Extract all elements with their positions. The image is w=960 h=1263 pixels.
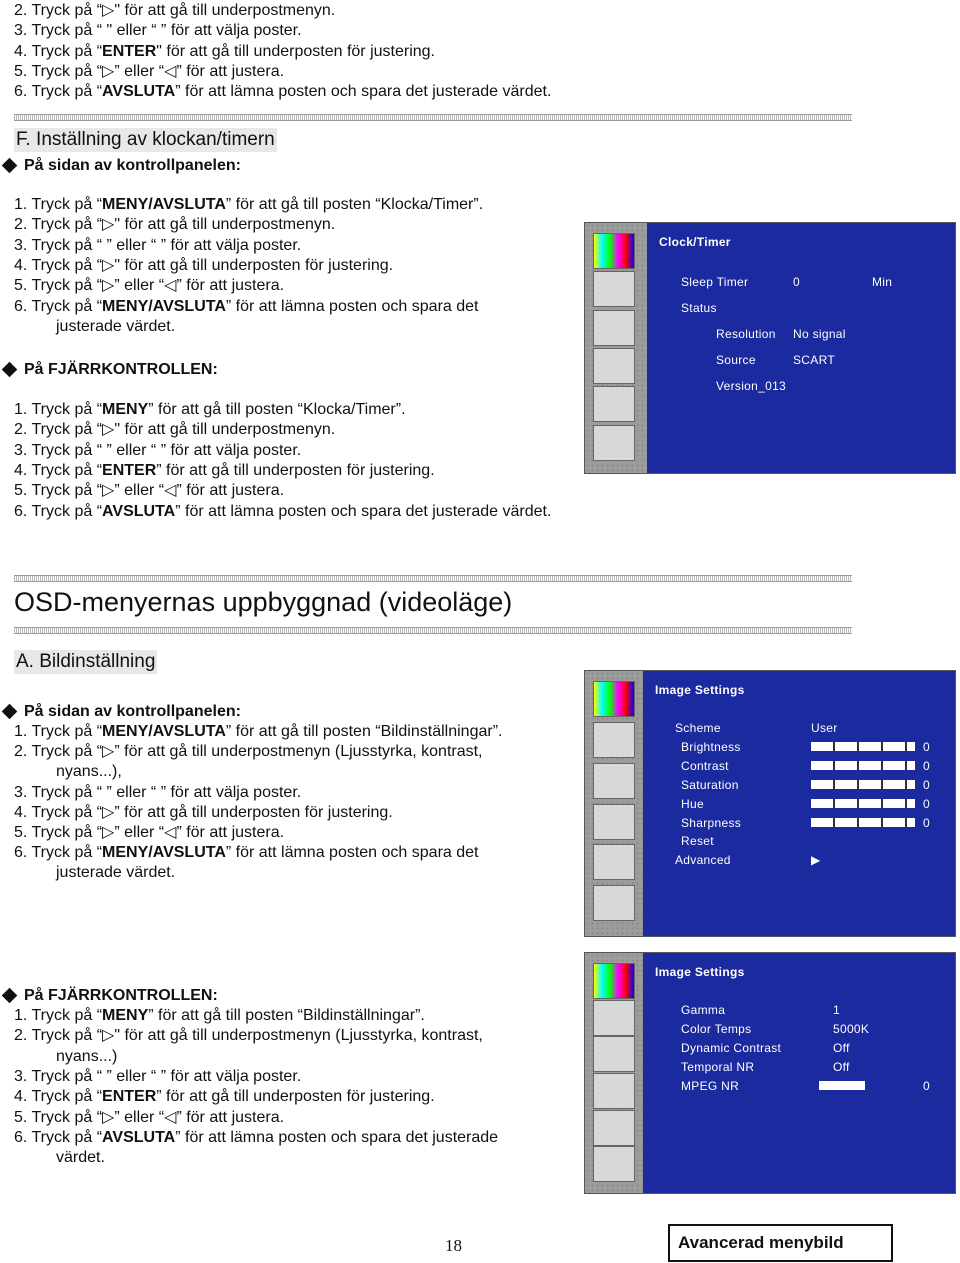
osd-row-value: No signal (793, 327, 846, 341)
osd-menu (643, 953, 955, 1193)
list-number: 1. (14, 196, 32, 213)
list-text: Tryck på “ (31, 461, 103, 479)
panel-heading (0, 702, 241, 722)
list-text: ” för att lämna posten och spara det (225, 844, 479, 862)
list-number: 6. (14, 297, 32, 315)
osd-slider-bar (811, 818, 915, 827)
pen-icon (593, 1110, 635, 1146)
pen-icon (593, 386, 635, 422)
right-triangle-icon: ▷ (102, 62, 115, 80)
section-f-remote-item (14, 502, 551, 522)
key-name: ENTER (102, 461, 157, 479)
list-number: 5. (14, 277, 32, 295)
list-text: ” för att lämna posten och spara det justerade värdet. (175, 83, 552, 101)
list-text: Tryck på “ (31, 1007, 103, 1024)
osd-row-label: Version_013 (716, 379, 787, 393)
tools-icon (593, 804, 635, 840)
list-number: 1. (14, 401, 32, 418)
section-f-panel-item (14, 215, 335, 235)
right-triangle-icon: ▷ (102, 421, 115, 439)
list-number: 6. (14, 1128, 32, 1146)
speaker-icon (593, 1036, 635, 1072)
osd-icon-sidebar (585, 953, 643, 1193)
list-text: Tryck på “ (31, 844, 103, 862)
osd-row-label: Sleep Timer (681, 275, 749, 289)
tv-test-pattern-icon (593, 681, 635, 717)
tv-test-pattern-icon (593, 963, 635, 999)
list-text: Tryck på “ ” eller “ ” för att välja poster. (31, 783, 302, 801)
section-a-heading: A. Bildinställning (16, 651, 156, 672)
right-triangle-icon: ▷ (102, 743, 115, 761)
list-text: Tryck på “ (31, 297, 103, 315)
list-text: ” för att gå till underpostmenyn (Ljusstyrka, kontrast, (114, 743, 483, 761)
section-rule (14, 114, 852, 121)
list-text: ” för att justera. (176, 62, 285, 80)
list-number: 4. (14, 803, 32, 821)
list-number: 1. (14, 1007, 32, 1024)
osd-row-value: 0 (923, 1079, 930, 1093)
list-text: ” eller “ (114, 482, 165, 500)
page-number: 18 (445, 1236, 462, 1255)
top-list-item (14, 21, 302, 41)
section-a-remote-item (14, 1047, 117, 1067)
osd-row-value: SCART (793, 353, 835, 367)
list-number: 3. (14, 783, 32, 801)
list-text: " för att gå till underposten för justering. (114, 256, 394, 274)
list-text: Tryck på “ (31, 83, 103, 101)
list-text: ” för att gå till underposten för justering. (114, 803, 393, 821)
left-triangle-icon: ◁ (164, 482, 177, 500)
list-number: 6. (14, 844, 32, 862)
osd-slider-bar (811, 761, 915, 770)
osd-row-value: 1 (833, 1003, 840, 1017)
osd-row-label: Reset (681, 834, 714, 849)
list-text: Tryck på “ (31, 482, 103, 500)
list-number: 4. (14, 42, 32, 60)
list-text: Tryck på “ (31, 1108, 103, 1126)
list-number: 5. (14, 62, 32, 80)
section-a-remote-item (14, 1006, 425, 1026)
osd-row-label: Advanced (675, 853, 731, 868)
page-title: OSD-menyernas uppbyggnad (videoläge) (14, 587, 513, 617)
list-text: " för att gå till underposten för justering. (156, 42, 435, 60)
list-text: " för att gå till underpostmenyn (Ljusstyrka, kontrast, (114, 1027, 483, 1045)
list-number: 3. (14, 441, 32, 459)
list-text: ” eller “ (114, 62, 165, 80)
list-text: " för att gå till underpostmenyn. (114, 2, 336, 19)
list-number: 2. (14, 216, 32, 234)
list-text: Tryck på “ ” eller “ ” för att välja poster. (31, 236, 302, 254)
osd-slider-bar (811, 780, 915, 789)
right-triangle-icon: ▷ (102, 277, 115, 295)
osd-row-label: Color Temps (681, 1022, 752, 1036)
key-name: ENTER (102, 42, 157, 60)
key-name: AVSLUTA (102, 1128, 176, 1146)
list-number: 4. (14, 1088, 32, 1106)
osd-image-settings-advanced (584, 952, 956, 1194)
list-text: Tryck på “ (31, 1088, 103, 1106)
list-number: 3. (14, 1067, 32, 1085)
section-f-panel-item (14, 297, 478, 317)
panel-heading (0, 156, 241, 176)
list-number: 2. (14, 743, 32, 761)
osd-slider-bar (811, 742, 915, 751)
list-text: justerade värdet. (56, 317, 176, 335)
list-number: 6. (14, 83, 32, 101)
osd-title: Image Settings (655, 965, 745, 979)
osd-row-label: Scheme (675, 721, 721, 735)
list-number: 5. (14, 482, 32, 500)
key-name: AVSLUTA (102, 502, 176, 520)
tools-icon (593, 1073, 635, 1109)
section-a-panel-item (14, 722, 502, 742)
section-f-panel-item (14, 276, 284, 296)
heading-text: På FJÄRRKONTROLLEN: (24, 987, 218, 1004)
section-f-panel-item (14, 256, 393, 276)
diamond-bullet-icon (2, 987, 18, 1003)
list-number: 2. (14, 2, 32, 19)
osd-icon-sidebar (585, 223, 647, 473)
screen-icon (593, 271, 635, 307)
list-text: Tryck på “ (31, 216, 103, 234)
list-text: Tryck på “ (31, 256, 103, 274)
list-text: ” eller “ (114, 277, 165, 295)
list-text: ” för att gå till posten “Klocka/Timer”. (225, 196, 484, 213)
list-text: nyans...), (56, 763, 122, 781)
osd-row-label: Saturation (681, 777, 739, 792)
list-text: Tryck på “ ” eller “ ” för att välja poster. (31, 441, 302, 459)
heading-text: På sidan av kontrollpanelen: (24, 703, 241, 720)
footer-label-box: Avancerad menybild (668, 1224, 893, 1262)
list-number: 5. (14, 1108, 32, 1126)
clock-icon (593, 425, 635, 461)
list-text: ” för att gå till underposten för justering. (156, 1088, 435, 1106)
osd-clock-timer (584, 222, 956, 474)
list-number: 6. (14, 502, 32, 520)
osd-menu (643, 671, 955, 936)
speaker-icon (593, 763, 635, 799)
osd-row-label: Source (716, 353, 756, 367)
osd-row-value: User (811, 721, 838, 735)
section-f-panel-item (14, 195, 483, 215)
right-triangle-icon: ▷ (102, 1027, 115, 1045)
left-triangle-icon: ◁ (164, 1108, 177, 1126)
top-list-item (14, 42, 435, 62)
list-text: justerade värdet. (56, 864, 176, 882)
right-triangle-icon: ▷ (102, 256, 115, 274)
osd-slider-bar (811, 799, 915, 808)
osd-row-label: Status (681, 301, 717, 315)
osd-row-label: Contrast (681, 758, 729, 773)
osd-icon-sidebar (585, 671, 643, 936)
right-triangle-icon: ▷ (102, 1108, 115, 1126)
section-f-remote-item (14, 420, 335, 440)
list-text: " för att gå till underpostmenyn. (114, 216, 336, 234)
key-name: AVSLUTA (102, 83, 176, 101)
key-name: ENTER (102, 1088, 157, 1106)
section-a-panel-item (14, 863, 175, 883)
diamond-bullet-icon (2, 361, 18, 377)
right-triangle-icon: ▷ (102, 482, 115, 500)
osd-title: Clock/Timer (659, 235, 731, 249)
section-a-remote-item (14, 1067, 301, 1087)
section-f-remote-item (14, 461, 435, 481)
osd-title: Image Settings (655, 683, 745, 697)
osd-row-value: 5000K (833, 1022, 870, 1036)
section-a-remote-item (14, 1026, 483, 1046)
list-text: Tryck på “ ” eller “ ” för att välja poster. (31, 1067, 302, 1085)
osd-row-unit: Min (872, 275, 893, 289)
section-a-panel-item (14, 803, 393, 823)
section-f-panel-item (14, 317, 175, 337)
screen-icon (593, 722, 635, 758)
key-name: MENY (102, 401, 149, 418)
left-triangle-icon: ◁ (164, 824, 177, 841)
list-text: " för att gå till underpostmenyn. (114, 421, 336, 439)
list-text: ” för att lämna posten och spara det justerade värdet. (175, 502, 552, 520)
list-number: 5. (14, 824, 32, 841)
osd-image-settings (584, 670, 956, 937)
section-a-panel-item (14, 823, 284, 843)
list-text: ” för att gå till underposten för justering. (156, 461, 435, 479)
tv-test-pattern-icon (593, 233, 635, 269)
list-text: ” för att gå till posten “Klocka/Timer”. (148, 401, 406, 418)
list-text: ” för att justera. (176, 824, 285, 841)
osd-row-value: 0 (793, 275, 800, 289)
list-number: 3. (14, 236, 32, 254)
heading-text: På sidan av kontrollpanelen: (24, 157, 241, 174)
osd-row-value: 0 (923, 777, 930, 792)
list-text: Tryck på “ " eller “ ” för att välja poster. (31, 22, 302, 40)
right-triangle-icon: ▷ (102, 2, 115, 19)
list-text: Tryck på “ (31, 62, 103, 80)
osd-row-label: Brightness (681, 739, 741, 754)
speaker-icon (593, 310, 635, 346)
osd-menu (647, 223, 955, 473)
diamond-bullet-icon (2, 157, 18, 173)
osd-row-label: MPEG NR (681, 1079, 740, 1093)
section-rule (14, 575, 852, 582)
right-triangle-icon: ▷ (102, 824, 115, 841)
section-f-remote-item (14, 481, 284, 501)
osd-row-label: Resolution (716, 327, 776, 341)
list-text: värdet. (56, 1149, 105, 1167)
osd-row-value: Off (833, 1041, 850, 1055)
right-triangle-icon: ▷ (102, 216, 115, 234)
osd-row-label: Gamma (681, 1003, 726, 1017)
section-a-panel-item (14, 762, 122, 782)
list-text: Tryck på “ (31, 1027, 103, 1045)
section-rule (14, 627, 852, 634)
tools-icon (593, 348, 635, 384)
osd-row-value: 0 (923, 758, 930, 773)
section-a-remote-item (14, 1108, 284, 1128)
remote-heading (0, 360, 218, 380)
key-name: MENY/AVSLUTA (102, 723, 226, 740)
left-triangle-icon: ◁ (164, 277, 177, 295)
list-text: ” eller “ (114, 824, 165, 841)
pen-icon (593, 844, 635, 880)
list-text: ” för att lämna posten och spara det justerade (175, 1128, 499, 1146)
list-text: ” för att gå till posten “Bildinställningar”. (148, 1007, 425, 1024)
list-text: Tryck på “ (31, 196, 103, 213)
section-a-panel-item (14, 742, 483, 762)
osd-row-label: Temporal NR (681, 1060, 755, 1074)
list-text: ” för att gå till posten “Bildinställningar”. (225, 723, 503, 740)
list-number: 1. (14, 723, 32, 740)
osd-row-value: Off (833, 1060, 850, 1074)
remote-heading (0, 986, 218, 1006)
key-name: MENY/AVSLUTA (102, 196, 226, 213)
diamond-bullet-icon (2, 703, 18, 719)
list-text: ” eller “ (114, 1108, 165, 1126)
osd-row-label: Sharpness (681, 815, 742, 830)
list-text: ” för att justera. (176, 1108, 285, 1126)
key-name: MENY/AVSLUTA (102, 844, 226, 862)
list-text: Tryck på “ (31, 421, 103, 439)
screen-icon (593, 1000, 635, 1036)
osd-row-label: Dynamic Contrast (681, 1041, 782, 1055)
section-a-remote-item (14, 1128, 498, 1148)
right-triangle-icon: ▷ (102, 803, 115, 821)
list-text: nyans...) (56, 1047, 118, 1065)
section-f-heading: F. Inställning av klockan/timern (16, 129, 275, 150)
key-name: MENY (102, 1007, 149, 1024)
section-a-panel-item (14, 843, 478, 863)
top-list-item (14, 1, 335, 21)
list-text: Tryck på “ (31, 2, 103, 19)
list-text: ” för att justera. (176, 482, 285, 500)
heading-text: På FJÄRRKONTROLLEN: (24, 361, 218, 378)
osd-row-label: Hue (681, 796, 704, 811)
list-text: Tryck på “ (31, 824, 103, 841)
section-f-remote-item (14, 400, 406, 420)
list-text: Tryck på “ (31, 401, 103, 418)
section-a-remote-item (14, 1148, 105, 1168)
list-number: 2. (14, 421, 32, 439)
list-text: ” för att lämna posten och spara det (225, 297, 479, 315)
osd-row-value: 0 (923, 796, 930, 811)
list-number: 3. (14, 22, 32, 40)
list-text: Tryck på “ (31, 42, 103, 60)
list-number: 4. (14, 256, 32, 274)
list-number: 4. (14, 461, 32, 479)
list-text: Tryck på “ (31, 723, 103, 740)
osd-submenu-arrow-icon: ▶ (811, 853, 821, 868)
list-text: Tryck på “ (31, 1128, 103, 1146)
list-number: 2. (14, 1027, 32, 1045)
osd-row-value: 0 (923, 739, 930, 754)
list-text: Tryck på “ (31, 502, 103, 520)
list-text: Tryck på “ (31, 803, 103, 821)
list-text: Tryck på “ (31, 277, 103, 295)
section-f-panel-item (14, 236, 301, 256)
clock-icon (593, 1146, 635, 1182)
section-a-remote-item (14, 1087, 435, 1107)
section-a-panel-item (14, 783, 301, 803)
key-name: MENY/AVSLUTA (102, 297, 226, 315)
osd-row-value: 0 (923, 815, 930, 830)
top-list-item (14, 62, 284, 82)
list-text: ” för att justera. (176, 277, 285, 295)
left-triangle-icon: ◁ (164, 62, 177, 80)
clock-icon (593, 885, 635, 921)
list-text: Tryck på “ (31, 743, 103, 761)
osd-slider-bar (819, 1081, 865, 1090)
section-f-remote-item (14, 441, 301, 461)
top-list-item (14, 82, 551, 102)
